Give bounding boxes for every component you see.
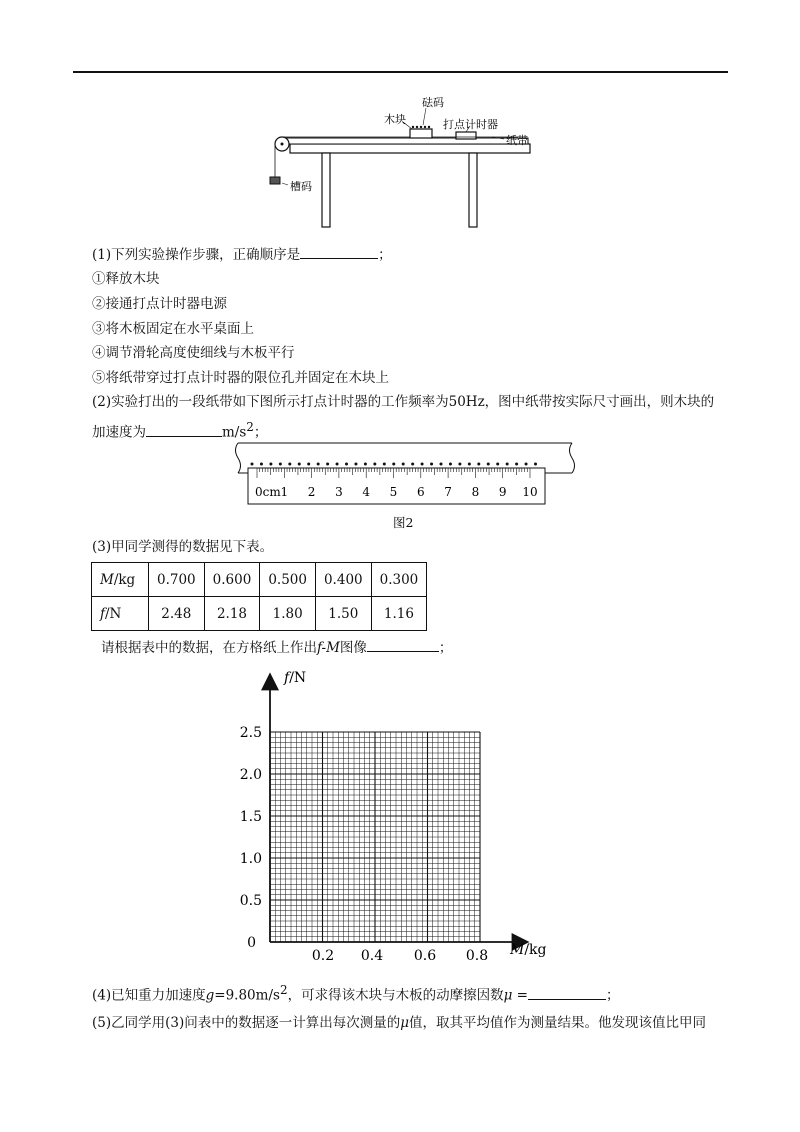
x-tick-label: 0.2 (311, 948, 335, 964)
label-timer: 打点计时器 (443, 118, 498, 131)
ruler-label: 4 (362, 485, 371, 499)
y-axis-title: f/N (284, 670, 307, 686)
table-cell: 0.500 (260, 563, 316, 597)
ruler-label: 7 (444, 485, 452, 499)
q1-step-1: ①释放木块 (92, 271, 160, 287)
q1-question: (1)下列实验操作步骤，正确顺序是 ； (92, 244, 392, 264)
top-rule (73, 71, 728, 73)
ruler-label: 0cm (255, 485, 281, 499)
q1-step-3: ③将木板固定在水平桌面上 (92, 321, 254, 337)
tape-dot (515, 463, 518, 466)
table-row-mass (92, 563, 427, 597)
tape-dot (336, 463, 339, 466)
q1-step-4: ④调节滑轮高度使细线与木板平行 (92, 345, 295, 361)
ruler-label: 5 (389, 485, 398, 499)
tape-dot (383, 463, 386, 466)
x-tick-label: 0.4 (360, 948, 384, 964)
graph-grid (270, 732, 480, 942)
table-leg-left (322, 153, 330, 227)
tape-dot (279, 463, 282, 466)
y-tick-label: 0.5 (239, 893, 262, 909)
tape-dot (364, 463, 367, 466)
data-table (91, 562, 427, 631)
tape-dot (307, 463, 310, 466)
table-leg-right (469, 153, 477, 227)
label-block: 木块 (384, 113, 406, 126)
table-header-mass: M/kg (92, 563, 149, 597)
y-tick-label: 1.5 (239, 809, 262, 825)
tape-dots (251, 463, 538, 466)
q5-question: (5)乙同学用(3)问表中的数据逐一计算出每次测量的μ值，取其平均值作为测量结果。他发现该值比甲同 (92, 1015, 707, 1031)
tape-dot (326, 463, 329, 466)
tape-dot (354, 463, 357, 466)
ruler-label: 8 (471, 485, 480, 499)
tape-dot (373, 463, 376, 466)
tape-dot (468, 463, 471, 466)
table-cell: 1.16 (371, 597, 427, 631)
board (286, 138, 528, 144)
table-cell: 0.700 (149, 563, 205, 597)
table-top (290, 144, 530, 153)
y-tick-label: 2.0 (239, 767, 262, 783)
table-cell: 0.300 (371, 563, 427, 597)
table-cell: 2.48 (149, 597, 205, 631)
hanging-weight (270, 177, 280, 184)
tape-dot (392, 463, 395, 466)
ruler-label: 1 (280, 485, 289, 499)
tape-dot (298, 463, 301, 466)
x-tick-label: 0.6 (413, 948, 437, 964)
y-tick-label: 0 (247, 935, 256, 951)
q2-answer-blank[interactable] (146, 422, 222, 437)
apparatus-figure (260, 92, 550, 232)
y-tick-label: 1.0 (239, 851, 262, 867)
graph-paper[interactable] (230, 668, 570, 968)
tape-dot (317, 463, 320, 466)
tape-dot (430, 463, 433, 466)
label-hook-weights: 槽码 (290, 180, 312, 193)
ruler-label: 9 (498, 485, 507, 499)
tape-dot (345, 463, 348, 466)
tape-dot (440, 463, 443, 466)
ruler-label: 3 (335, 485, 343, 499)
tape-dot (269, 463, 272, 466)
tape-dot (525, 463, 528, 466)
q2-question-line2: 加速度为 $m/s^2$； (92, 420, 268, 441)
tape-dot (260, 463, 263, 466)
table-cell: 1.80 (260, 597, 316, 631)
table-cell: 2.18 (204, 597, 260, 631)
tape-dot (496, 463, 499, 466)
tape-dot (534, 463, 537, 466)
q3-intro: (3)甲同学测得的数据见下表。 (92, 539, 274, 555)
tape-dot (251, 463, 254, 466)
wood-block (410, 129, 432, 138)
label-weights: 砝码 (422, 96, 444, 109)
tape-dot (411, 463, 414, 466)
tape-dot (458, 463, 461, 466)
q3-instruction: 请根据表中的数据，在方格纸上作出f-M图像 ； (101, 637, 452, 657)
tape-dot (288, 463, 291, 466)
y-tick-label: 2.5 (239, 725, 262, 741)
x-tick-labels (312, 948, 488, 964)
tape-dot (421, 463, 424, 466)
tape-dot (449, 463, 452, 466)
table-cell: 1.50 (315, 597, 371, 631)
ruler-label: 10 (522, 485, 538, 499)
tape-dot (487, 463, 490, 466)
table-cell: 0.400 (315, 563, 371, 597)
ruler-label: 6 (416, 485, 425, 499)
label-tape: 纸带 (506, 134, 528, 147)
q1-step-5: ⑤将纸带穿过打点计时器的限位孔并固定在木块上 (92, 370, 389, 386)
q1-answer-blank[interactable] (300, 244, 378, 259)
x-axis-title: M/kg (510, 942, 547, 958)
table-cell: 0.600 (204, 563, 260, 597)
table-header-force: f/N (92, 597, 149, 631)
q2-question-line1: (2)实验打出的一段纸带如下图所示打点计时器的工作频率为50Hz，图中纸带按实际尺寸画出，则木块的 (92, 394, 715, 410)
q3-answer-blank[interactable] (367, 637, 439, 652)
tape-dot (506, 463, 509, 466)
tape-dot (477, 463, 480, 466)
table-row-force (92, 597, 427, 631)
q4-question: (4)已知重力加速度$g=9.80m/s^2$，可求得该木块与木板的动摩擦因数μ = ； (92, 983, 620, 1004)
ticker-timer (456, 132, 476, 139)
tape-dot (402, 463, 405, 466)
q4-answer-blank[interactable] (528, 985, 606, 1000)
x-tick-label: 0.8 (465, 948, 489, 964)
ruler-label: 2 (307, 485, 316, 499)
figure2-caption: 图2 (393, 515, 414, 530)
y-tick-labels (240, 725, 262, 951)
q1-step-2: ②接通打点计时器电源 (92, 296, 227, 312)
